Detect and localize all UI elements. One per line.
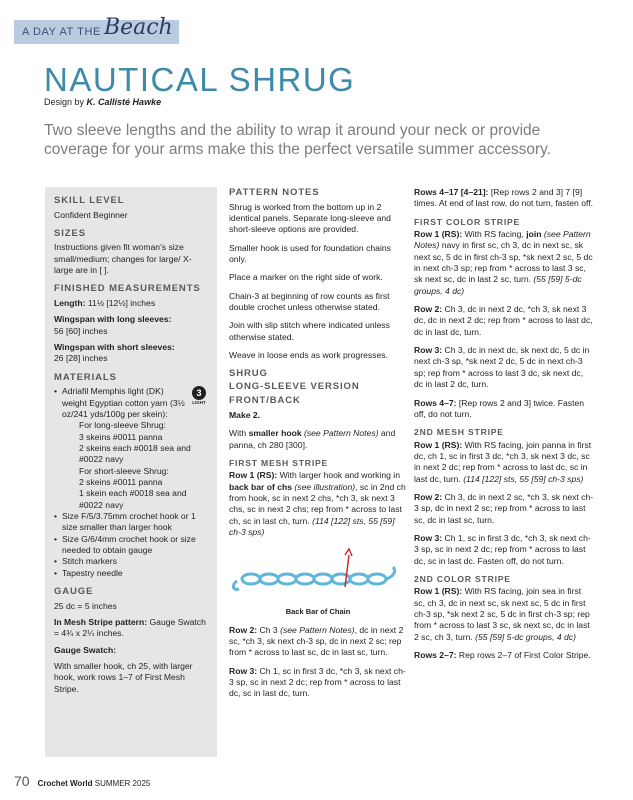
stripe-rows-2-7: Rows 2–7: Rep rows 2–7 of First Color Stripe. <box>414 650 591 661</box>
sizes-heading: SIZES <box>54 227 86 239</box>
color-row-2: Row 2: Ch 3, dc in next 2 dc, *ch 3, sk next 3 dc, dc in next 2 dc; rep from * across to last dc, dc in last dc, turn. <box>414 304 593 337</box>
note: Join with slip stitch where indicated unless otherwise stated. <box>229 320 390 342</box>
notes-heading: PATTERN NOTES <box>229 187 320 198</box>
mesh-row-2: Row 2: Ch 3, dc in next 2 sc, *ch 3, sk next ch-3 sp, dc in next 2 sc; rep from * across to last sc, dc in last sc, turn. <box>414 491 594 525</box>
front-back-heading: FRONT/BACK <box>229 395 301 407</box>
gauge-text: 25 dc = 5 inches <box>54 600 117 611</box>
page-title: NAUTICAL SHRUG <box>44 61 356 98</box>
foundation-text: With smaller hook (see Pattern Notes) and panna, ch 280 [300]. <box>229 428 396 450</box>
measurements-heading: FINISHED MEASUREMENTS <box>54 283 201 295</box>
note: Place a marker on the right side of work. <box>229 272 383 283</box>
mesh-gauge: In Mesh Stripe pattern: Gauge Swatch = 4¾ x 2¼ inches. <box>54 616 206 639</box>
magazine-credit: Crochet World SUMMER 2025 <box>37 779 151 788</box>
materials-heading: MATERIALS <box>54 371 117 383</box>
yarn-weight-icon: • 3 LIGHT <box>192 388 206 406</box>
first-mesh-heading: FIRST MESH STRIPE <box>229 457 329 468</box>
mesh-row-3: Row 3: Ch 1, sc in first 3 dc, *ch 3, sk next ch-3 sp, sc in next 2 dc; rep from * across to last dc, sc in last dc. Fasten off, do not turn. <box>414 532 591 566</box>
banner-script: Beach <box>103 15 173 41</box>
first-color-heading: FIRST COLOR STRIPE <box>414 216 521 227</box>
note: Shrug is worked from the bottom up in 2 identical panels. Separate long-sleeve and short-sleeve options are provided. <box>229 201 391 235</box>
list-item: • Size F/5/3.75mm crochet hook or 1 size smaller than larger hook <box>54 511 208 534</box>
mesh-row-1: Row 1 (RS): With RS facing, join panna in first dc, ch 1, sc in first 3 dc, *ch 3, sk next 3 dc, sc in next 2 dc; rep from * across to last dc, sc in last dc, turn. (114 [122] sts, 55 [59] ch-3 sps) <box>414 439 592 484</box>
second-mesh-heading: 2ND MESH STRIPE <box>414 427 504 438</box>
color-rows-4-7: Rows 4–7: [Rep rows 2 and 3] twice. Fasten off, do not turn. <box>414 397 585 419</box>
shrug-heading: SHRUG <box>229 368 268 380</box>
column-3 <box>414 187 594 668</box>
row-3: Row 3: Ch 1, sc in first 3 dc, *ch 3, sk next ch-3 sp, sc in next 2 dc; rep from * across to last dc, sc in last dc, turn. <box>229 665 406 699</box>
swatch-label: Gauge Swatch: <box>54 644 117 655</box>
wingspan-short: Wingspan with short sleeves: 26 [28] inches <box>54 342 175 364</box>
sidebar-panel <box>45 187 217 757</box>
rows-4-17: Rows 4–17 [4–21]: [Rep rows 2 and 3] 7 [9] times. At end of last row, do not turn, fasten off. <box>414 187 593 209</box>
row-1: Row 1 (RS): With larger hook and working in back bar of chs (see illustration), sc in 2nd ch from hook, sc in next 2 chs, *ch 3, sk next 3 chs, sc in next 2 chs; rep from * across to last ch, sc in last ch, turn. (114 [122] sts, 55 [59] ch-3 sps) <box>229 470 406 537</box>
back-bar-illustration <box>229 547 407 603</box>
list-item: • Stitch markers <box>54 556 208 567</box>
list-item: • Tapestry needle <box>54 568 208 579</box>
second-color-heading: 2ND COLOR STRIPE <box>414 573 511 584</box>
length-line: Length: 11½ [12½] inches <box>54 297 156 308</box>
page-footer <box>14 772 150 790</box>
materials-list <box>54 386 208 579</box>
gauge-heading: GAUGE <box>54 586 94 598</box>
stripe-row-1: Row 1 (RS): With RS facing, join sea in first sc, ch 3, dc in next sc, sk next sc, 5 dc in first ch-3 sp, *sk next 2 sc, 5 dc in first ch-3 sp; rep from * across to last 3 sc, sk next sc, dc in last 2 sc, ch 3, turn. (55 [59] 5-dc groups, 4 dc) <box>414 586 590 642</box>
color-row-3: Row 3: Ch 3, dc in next dc, sk next dc, 5 dc in next ch-3 sp, *sk next 2 dc, 5 dc in next ch-3 sp; rep from * across to last 3 dc, sk next dc, dc in last 2 dc, turn. <box>414 345 590 390</box>
sizes-text: Instructions given fit woman’s size small/medium; changes for large/ X-large are in [ ]. <box>54 242 192 276</box>
skill-heading: SKILL LEVEL <box>54 195 125 206</box>
deck-text: Two sleeve lengths and the ability to wrap it around your neck or provide coverage for your arms make this the perfect versatile summer accessory. <box>44 122 552 158</box>
row-2: Row 2: Ch 3 (see Pattern Notes), dc in next 2 sc, *ch 3, sk next ch-3 sp, dc in next 2 sc; rep from * across to last sc, dc in last sc, turn. <box>229 624 404 658</box>
illustration-caption: Back Bar of Chain <box>285 606 351 616</box>
page-number: 70 <box>14 773 30 789</box>
wingspan-long: Wingspan with long sleeves: 56 [60] inches <box>54 314 172 336</box>
list-item: • 3 LIGHT Adriafil Memphis light (DK) weight Egyptian cotton yarn (3½ oz/241 yds/100g per skein): For long-sleeve Shrug: 3 skeins #0011 panna 2 skeins each #0018 sea and #0022 navy For short-sleeve Shrug: 2 skeins #0011 panna 1 skein each #0018 sea and #0022 navy <box>54 386 208 511</box>
byline: Design by K. Callisté Hawke <box>44 97 162 107</box>
color-row-1: Row 1 (RS): With RS facing, join (see Pattern Notes) navy in first sc, ch 3, dc in next sc, sk next sc, 5 dc in first ch-3 sp, *sk next 2 sc, 5 dc in next ch-3 sp; rep from * across to last 3 sc, sk next sc, dc in last 2 sc, turn. (55 [59] 5-dc groups, 4 dc) <box>414 229 593 296</box>
banner-prefix: A DAY AT THE <box>22 25 101 38</box>
skill-level: Confident Beginner <box>54 209 128 220</box>
long-sleeve-heading: LONG-SLEEVE VERSION <box>229 380 360 392</box>
swatch-text: With smaller hook, ch 25, with larger hook, work rows 1–7 of First Mesh Stripe. <box>54 660 193 694</box>
note: Smaller hook is used for foundation chains only. <box>229 242 391 264</box>
list-item: • Size G/6/4mm crochet hook or size needed to obtain gauge <box>54 534 208 557</box>
section-banner <box>14 15 179 44</box>
column-2 <box>229 187 407 707</box>
make-text: Make 2. <box>229 409 261 420</box>
note: Weave in loose ends as work progresses. <box>229 349 388 360</box>
note: Chain-3 at beginning of row counts as first double crochet unless otherwise stated. <box>229 290 390 312</box>
